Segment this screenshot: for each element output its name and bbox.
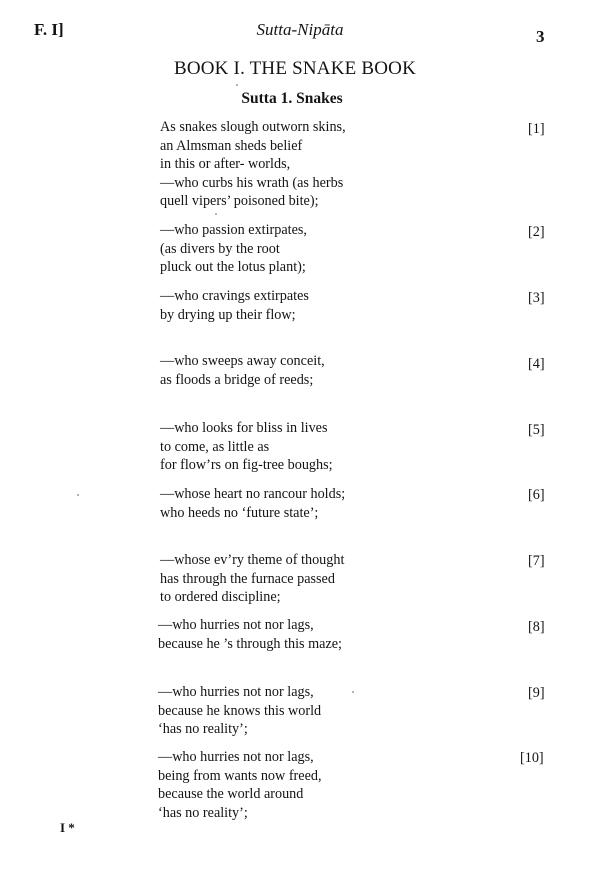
verse-line: has through the furnace passed (160, 570, 335, 587)
stanza-5 (160, 419, 333, 475)
verse-line: —whose heart no rancour holds; (160, 486, 346, 502)
verse-line: As snakes slough outworn skins, (160, 119, 346, 135)
print-speck (77, 494, 79, 496)
verse-line: because he knows this world (158, 702, 322, 719)
verse-line: to ordered discipline; (160, 589, 281, 606)
verse-number-4: [4] (528, 356, 545, 372)
verse-line: an Almsman sheds belief (160, 137, 303, 154)
signature-mark: I * (60, 820, 75, 835)
verse-line: —who sweeps away conceit, (160, 353, 325, 369)
verse-line: for flow’rs on fig-tree boughs; (160, 457, 333, 474)
stanza-1 (160, 118, 346, 211)
verse-number-8: [8] (528, 619, 545, 635)
verse-number-10: [10] (520, 750, 544, 766)
verse-line: who heeds no ‘future state’; (160, 504, 319, 521)
verse-number-9: [9] (528, 685, 545, 701)
print-speck (236, 84, 238, 86)
stanza-2 (160, 221, 307, 277)
verse-line: to come, as little as (160, 438, 270, 455)
verse-line: —who hurries not nor lags, (158, 617, 314, 633)
stanza-7 (160, 551, 344, 607)
verse-line: because he ’s through this maze; (158, 635, 342, 652)
verse-number-3: [3] (528, 290, 545, 306)
verse-line: as floods a bridge of reeds; (160, 371, 314, 388)
verse-line: quell vipers’ poisoned bite); (160, 193, 319, 210)
verse-line: —who looks for bliss in lives (160, 420, 328, 436)
running-head-left: F. I] (34, 20, 64, 39)
stanza-8 (158, 616, 342, 653)
stanza-3 (160, 287, 309, 324)
verse-line: being from wants now freed, (158, 767, 322, 784)
verse-line: by drying up their flow; (160, 306, 296, 323)
book-title: BOOK I. THE SNAKE BOOK (173, 58, 417, 79)
verse-line: —who curbs his wrath (as herbs (160, 174, 344, 191)
verse-line: because the world around (158, 786, 304, 803)
stanza-4 (160, 352, 325, 389)
stanza-6 (160, 485, 345, 522)
verse-line: (as divers by the root (160, 240, 280, 257)
verse-line: ‘has no reality’; (158, 804, 248, 821)
verse-line: pluck out the lotus plant); (160, 259, 306, 276)
verse-line: —who hurries not nor lags, (158, 749, 314, 765)
running-head-title: Sutta-Nipāta (256, 20, 344, 39)
verse-number-1: [1] (528, 121, 545, 137)
verse-line: ‘has no reality’; (158, 721, 248, 738)
sutta-title: Sutta 1. Snakes (241, 90, 343, 107)
verse-number-2: [2] (528, 224, 545, 240)
verse-line: —who cravings extirpates (160, 288, 309, 304)
verse-number-6: [6] (528, 487, 545, 503)
page-number: 3 (536, 27, 545, 46)
verse-line: in this or after- worlds, (160, 156, 291, 173)
stanza-9 (158, 683, 321, 739)
verse-number-5: [5] (528, 422, 545, 438)
verse-line: —whose ev’ry theme of thought (160, 552, 345, 568)
verse-line: —who hurries not nor lags, (158, 684, 314, 700)
print-speck (352, 691, 354, 693)
print-speck (215, 213, 217, 215)
verse-line: —who passion extirpates, (160, 222, 307, 238)
stanza-10 (158, 748, 322, 822)
verse-number-7: [7] (528, 553, 545, 569)
